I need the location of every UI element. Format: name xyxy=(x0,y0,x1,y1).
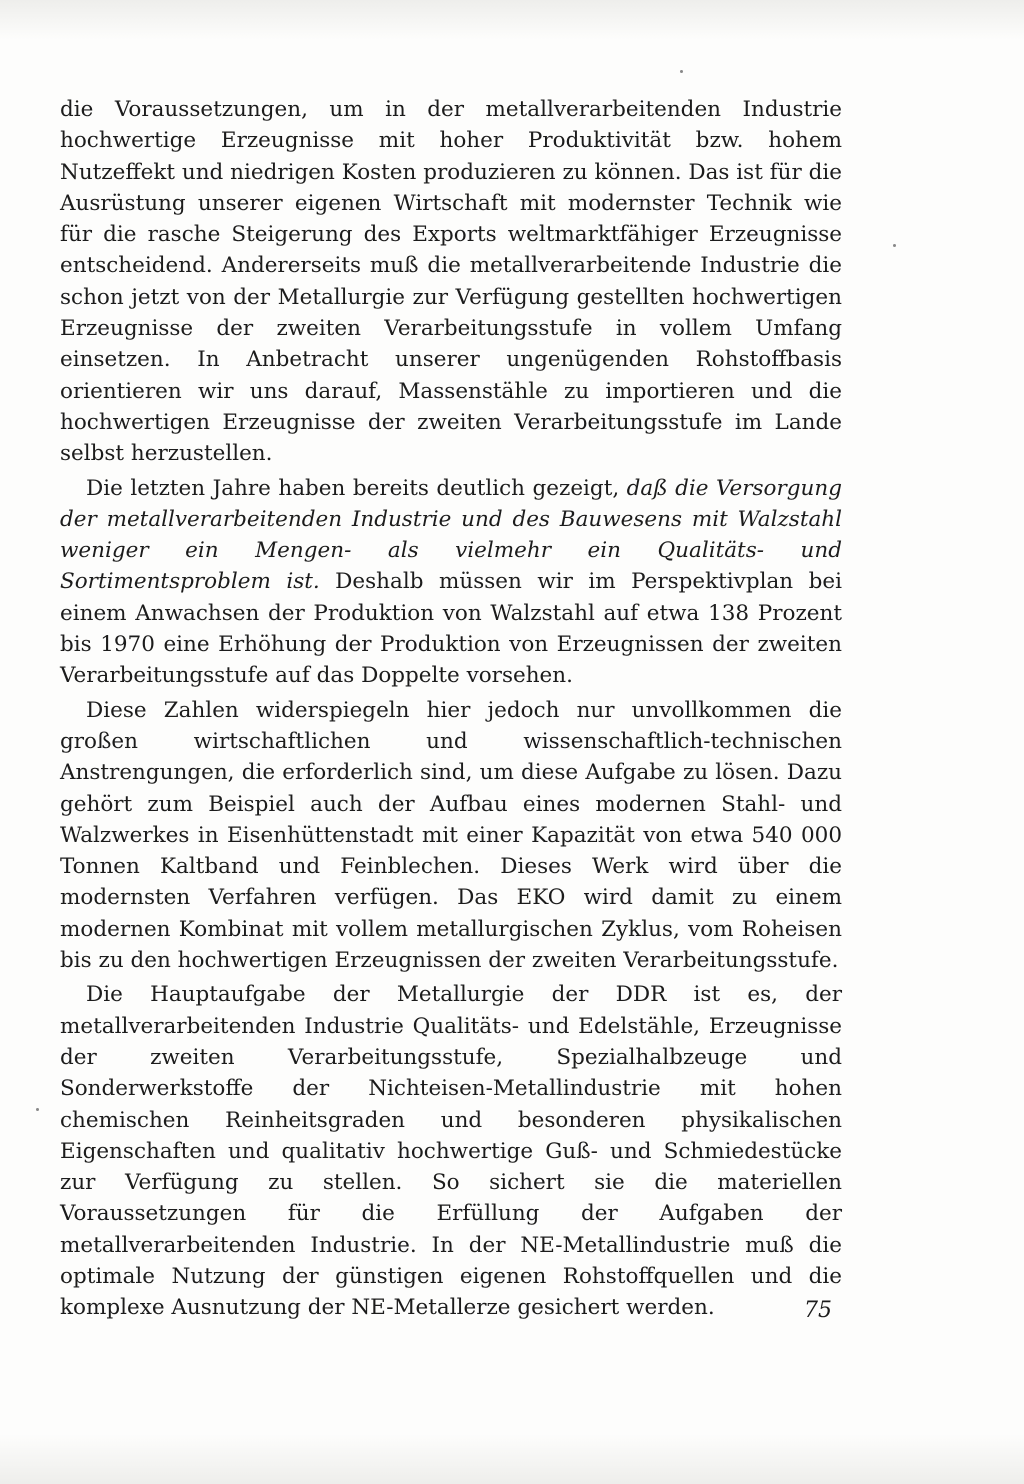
scan-speck xyxy=(680,70,683,73)
text-run: die Voraussetzungen, um in der metallverarbeitenden Industrie hochwertige Erzeugnisse mit hoher Produktivität bzw. hohem Nutzeffekt und niedrigen Kosten produzieren zu können. Das ist für die Ausrüstung unserer eigenen Wirtschaft mit modernster Technik wie für die rasche Steigerung des Exports weltmarktfähiger Erzeugnisse entscheidend. Andererseits muß die metallverarbeitende Industrie die schon jetzt von der Metallurgie zur Verfügung gestellten hochwertigen Erzeugnisse der zweiten Verarbeitungsstufe in vollem Umfang einsetzen. In Anbetracht unserer ungenügenden Rohstoffbasis orientieren wir uns darauf, Massenstähle zu importieren und die hochwertigen Erzeugnisse der zweiten Verarbeitungsstufe im Lande selbst herzustellen. xyxy=(60,97,842,467)
paragraph xyxy=(60,94,842,470)
paragraph xyxy=(60,979,842,1323)
text-run: Die Hauptaufgabe der Metallurgie der DDR ist es, der metallverarbeitenden Industrie Qualitäts- und Edelstähle, Erzeugnisse der zweiten Verarbeitungsstufe, Spezialhalbzeuge und Sonderwerkstoffe der Nichteisen-Metallindustrie mit hohen chemischen Reinheitsgraden und besonderen physikalischen Eigenschaften und qualitativ hochwertige Guß- und Schmiedestücke zur Verfügung zu stellen. So sichert sie die materiellen Voraussetzungen für die Erfüllung der Aufgaben der metallverarbeitenden Industrie. In der NE-Metallindustrie muß die optimale Nutzung der günstigen eigenen Rohstoffquellen und die komplexe Ausnutzung der NE-Metallerze gesichert werden. xyxy=(60,982,842,1321)
scan-edge-top xyxy=(0,0,1024,40)
text-run: Diese Zahlen widerspiegeln hier jedoch nur unvollkommen die großen wirtschaftlichen und wissenschaftlich-technischen Anstrengungen, die erforderlich sind, um diese Aufgabe zu lösen. Dazu gehört zum Beispiel auch der Aufbau eines modernen Stahl- und Walzwerkes in Eisenhüttenstadt mit einer Kapazität von etwa 540 000 Tonnen Kaltband und Feinblechen. Dieses Werk wird über die modernsten Verfahren verfügen. Das EKO wird damit zu einem modernen Kombinat mit vollem metallurgischen Zyklus, vom Roheisen bis zu den hochwertigen Erzeugnissen der zweiten Verarbeitungsstufe. xyxy=(60,697,842,974)
scan-edge-bottom xyxy=(0,1434,1024,1484)
scan-speck xyxy=(36,1108,39,1111)
paragraph xyxy=(60,695,842,977)
text-run: Deshalb müssen wir im Perspektivplan bei einem Anwachsen der Produktion von Walzstahl auf etwa 138 Prozent bis 1970 eine Erhöhung der Produktion von Erzeugnissen der zweiten Verarbeitungsstufe auf das Doppelte vorsehen. xyxy=(60,569,842,689)
page-number: 75 xyxy=(804,1298,832,1323)
text-run: Die letzten Jahre haben bereits deutlich gezeigt, xyxy=(86,475,627,501)
emphasized-text-run: daß die Versorgung der metallverarbeitenden Industrie und des Bauwesens mit Walzstahl weniger ein Mengen- als vielmehr ein Qualitäts- und Sortimentsproblem ist. xyxy=(60,475,842,595)
paragraph xyxy=(60,473,842,692)
body-text xyxy=(60,94,842,1324)
scan-speck xyxy=(893,244,896,247)
